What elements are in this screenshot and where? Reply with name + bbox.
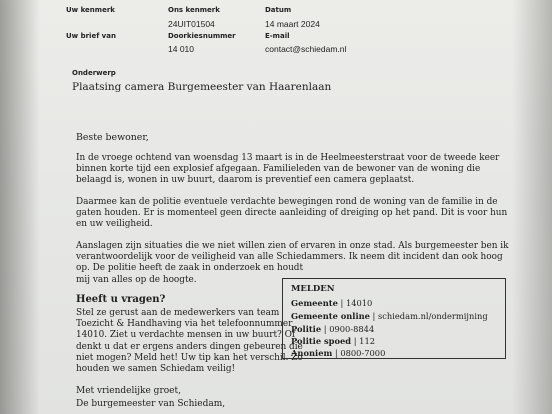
email-label: E-mail bbox=[265, 32, 290, 40]
datum-label: Datum bbox=[265, 6, 292, 14]
uw-kenmerk-label: Uw kenmerk bbox=[66, 6, 115, 14]
onderwerp-label: Onderwerp bbox=[72, 69, 116, 77]
datum-value: 14 maart 2024 bbox=[265, 19, 320, 29]
paragraph-line: Aanslagen zijn situaties die we niet willen zien of ervaren in onze stad. Als burgemeester ben ik bbox=[76, 241, 509, 251]
uw-brief-label: Uw brief van bbox=[66, 32, 116, 40]
paragraph-line: niet mogen? Meld het! Uw tip kan het verschil. Zo bbox=[76, 352, 303, 363]
paragraph-line: 14010. Ziet u verdachte mensen in uw buurt? Of bbox=[76, 330, 296, 341]
paragraph-2 bbox=[76, 197, 507, 231]
salutation: Beste bewoner, bbox=[76, 132, 149, 143]
paragraph-line: houden we samen Schiedam veilig! bbox=[76, 364, 236, 375]
paragraph-line: Stel ze gerust aan de medewerkers van team bbox=[76, 308, 280, 318]
paragraph-line: Toezicht & Handhaving via het telefoonnummer bbox=[76, 319, 293, 330]
closing: Met vriendelijke groet, bbox=[76, 386, 181, 396]
ons-kenmerk-label: Ons kenmerk bbox=[168, 6, 220, 14]
subject-line: Plaatsing camera Burgemeester van Haarenlaan bbox=[72, 81, 332, 93]
melden-row-value: 112 bbox=[359, 336, 376, 346]
melden-row-value: schiedam.nl/ondermijning bbox=[378, 311, 488, 321]
melden-row: Politie spoed | 112 bbox=[291, 336, 376, 346]
melden-row-value: 14010 bbox=[345, 298, 373, 308]
paragraph-line: mij van alles op de hoogte. bbox=[76, 274, 197, 285]
melden-row-value: 0800-7000 bbox=[340, 348, 386, 358]
paragraph-line: denkt u dat er ergens anders dingen gebeuren die bbox=[76, 341, 303, 352]
signature-line: De burgemeester van Schiedam, bbox=[76, 399, 226, 409]
edge-shadow-right bbox=[512, 0, 552, 414]
email-value: contact@schiedam.nl bbox=[265, 44, 347, 54]
edge-shadow-left bbox=[0, 0, 40, 414]
melden-row-label: Gemeente online bbox=[291, 311, 370, 321]
melden-row-label: Anoniem bbox=[291, 348, 333, 358]
question-heading: Heeft u vragen? bbox=[76, 294, 166, 305]
paragraph-4 bbox=[76, 308, 303, 375]
paragraph-1 bbox=[76, 153, 499, 187]
melden-box bbox=[282, 278, 506, 359]
melden-row-value: 0900-8844 bbox=[329, 324, 375, 334]
melden-row: Gemeente online | schiedam.nl/ondermijning bbox=[291, 311, 488, 321]
melden-row: Anoniem | 0800-7000 bbox=[291, 348, 386, 358]
ons-kenmerk-value: 24UIT01504 bbox=[168, 19, 215, 29]
melden-row: Gemeente | 14010 bbox=[291, 298, 373, 308]
paragraph-line: belaagd is, wonen in uw buurt, daarom is preventief een camera geplaatst. bbox=[76, 175, 415, 186]
melden-row-label: Politie spoed bbox=[291, 336, 352, 346]
paragraph-line: verantwoordelijk voor de veiligheid van alle Schiedammers. Ik neem dit incident dan ook hoog bbox=[76, 252, 503, 263]
paragraph-line: In de vroege ochtend van woensdag 13 maart is in de Heelmeesterstraat voor de tweede keer bbox=[76, 153, 500, 163]
paragraph-line: Daarmee kan de politie eventuele verdachte bewegingen rond de woning van de familie in de bbox=[76, 197, 498, 207]
melden-title: MELDEN bbox=[291, 284, 335, 294]
melden-row-label: Gemeente bbox=[291, 298, 338, 308]
doorkiesnummer-label: Doorkiesnummer bbox=[168, 32, 236, 40]
melden-row-label: Politie bbox=[291, 324, 322, 334]
paragraph-line: op. De politie heeft de zaak in onderzoek en houdt bbox=[76, 263, 304, 274]
doorkiesnummer-value: 14 010 bbox=[168, 44, 194, 54]
paragraph-line: en uw veiligheid. bbox=[76, 219, 153, 230]
melden-row: Politie | 0900-8844 bbox=[291, 324, 375, 334]
paragraph-line: gaten houden. Er is momenteel geen directe aanleiding of dreiging op het pand. Dit is voor hun bbox=[76, 208, 508, 219]
paragraph-line: binnen korte tijd een explosief afgegaan. Familieleden van de bewoner van de woning die bbox=[76, 164, 481, 175]
